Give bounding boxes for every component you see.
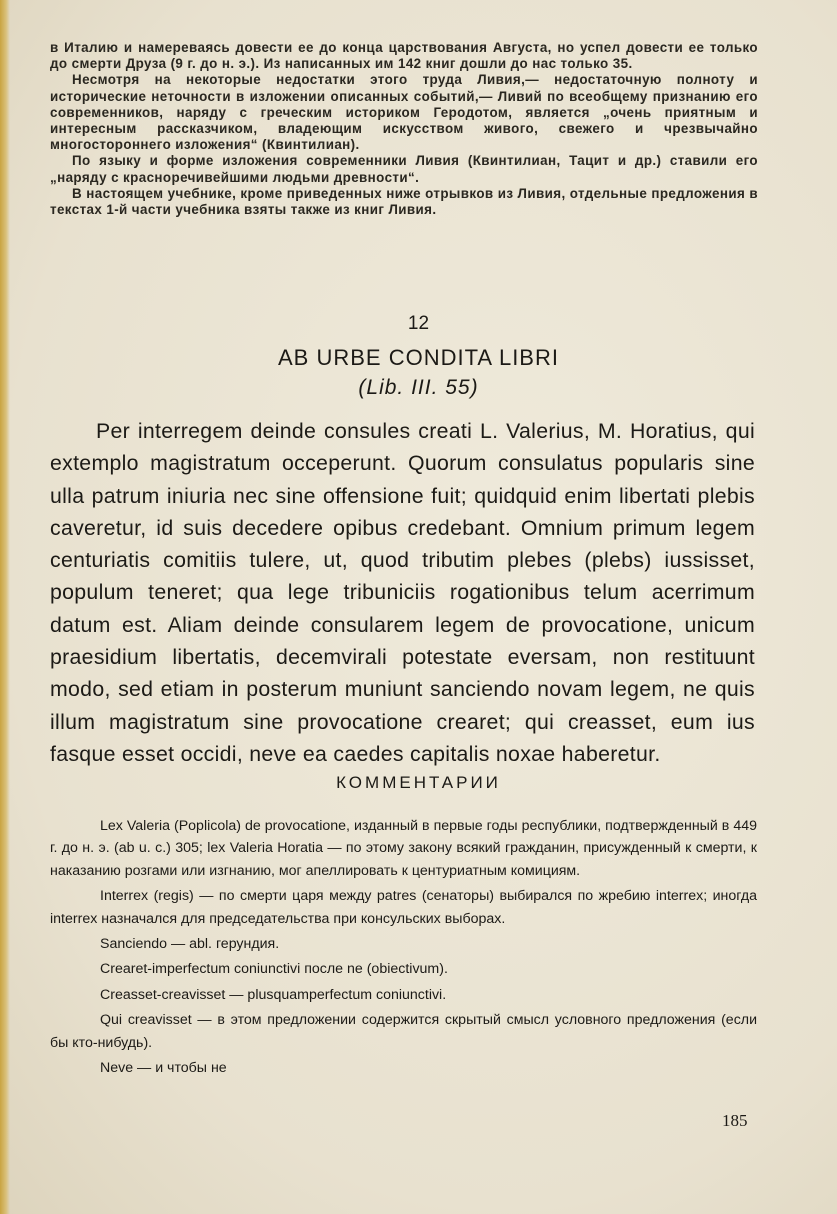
intro-paragraph: В настоящем учебнике, кроме приведенных ниже отрывков из Ливия, отдельные предложения в текстах 1-й части учебника взяты также из книг Ливия. (50, 185, 758, 218)
commentary-note: Lex Valeria (Poplicola) de provocatione, изданный в первые годы республики, подтвержденный в 449 г. до н. э. (ab u. c.) 305; lex Valeria Horatia — по этому закону всякий гражданин, присужденный к смерти, к наказанию розгами или изгнанию, мог апеллировать к центуриатным комициям. (50, 818, 757, 879)
commentary-note: Crearet-imperfectum coniunctivi после ne (obiectivum). (100, 961, 448, 978)
commentary-notes (50, 815, 757, 1079)
latin-text: Per interregem deinde consules creati L. Valerius, M. Horatius, qui extemplo magistratum occeperunt. Quorum consulatus popularis sine ulla patrum iniuria nec sine offensione fuit; quidquid enim libertati plebis caveretur, id suis decedere opibus credebant. Omnium primum legem centuriatis comitiis tulere, ut, quod tributim plebes (plebs) iussisset, populum teneret; qua lege tribuniciis rogationibus telum acerrimum datum est. Aliam deinde consularem legem de provocatione, unicum praesidium libertatis, decemvirali potestate eversam, non restituunt modo, sed etiam in posterum muniunt sanciendo novam legem, ne quis illum magistratum sine provocatione crearet; qui creasset, eum ius fasque esset occidi, neve ea caedes capitalis noxae haberetur. (50, 419, 755, 766)
commentary-note: Interrex (regis) — по смерти царя между patres (сенаторы) выбирался по жребию interrex; иногда interrex назначался для председательства при консульских выборах. (50, 888, 757, 927)
commentary-note: Qui creavisset — в этом предложении содержится скрытый смысл условного предложения (если бы кто-нибудь). (50, 1012, 757, 1051)
intro-paragraph: в Италию и намереваясь довести ее до конца царствования Августа, но успел довести ее только до смерти Друза (9 г. до н. э.). Из написанных им 142 книг дошли до нас только 35. (50, 40, 758, 72)
lesson-number: 12 (407, 313, 430, 334)
commentary-note: Neve — и чтобы не (100, 1060, 227, 1077)
commentary-note: Sanciendo — abl. герундия. (100, 936, 280, 953)
page-number: 185 (722, 1111, 748, 1130)
intro-paragraph: Несмотря на некоторые недостатки этого труда Ливия,— недостаточную полноту и исторические неточности в изложении описанных событий,— Ливий по всеобщему признанию его современников, наряду с греческим историком Геродотом, является „очень приятным и интересным рассказчиком, владеющим искусством живого, свежего и чрезвычайно многостороннего изложения“ (Квинтилиан). (50, 72, 758, 153)
commentary-heading: КОММЕНТАРИИ (336, 773, 501, 792)
intro-section (50, 40, 758, 218)
lesson-title: AB URBE CONDITA LIBRI (278, 345, 559, 370)
commentary-note: Creasset-creavisset — plusquamperfectum coniunctivi. (100, 986, 447, 1003)
page-spine-edge (0, 0, 10, 1214)
lesson-subtitle: (Lib. III. 55) (358, 376, 479, 399)
intro-paragraph: По языку и форме изложения современники Ливия (Квинтилиан, Тацит и др.) ставили его „наряду с красноречивейшими людьми древности“. (50, 153, 758, 185)
